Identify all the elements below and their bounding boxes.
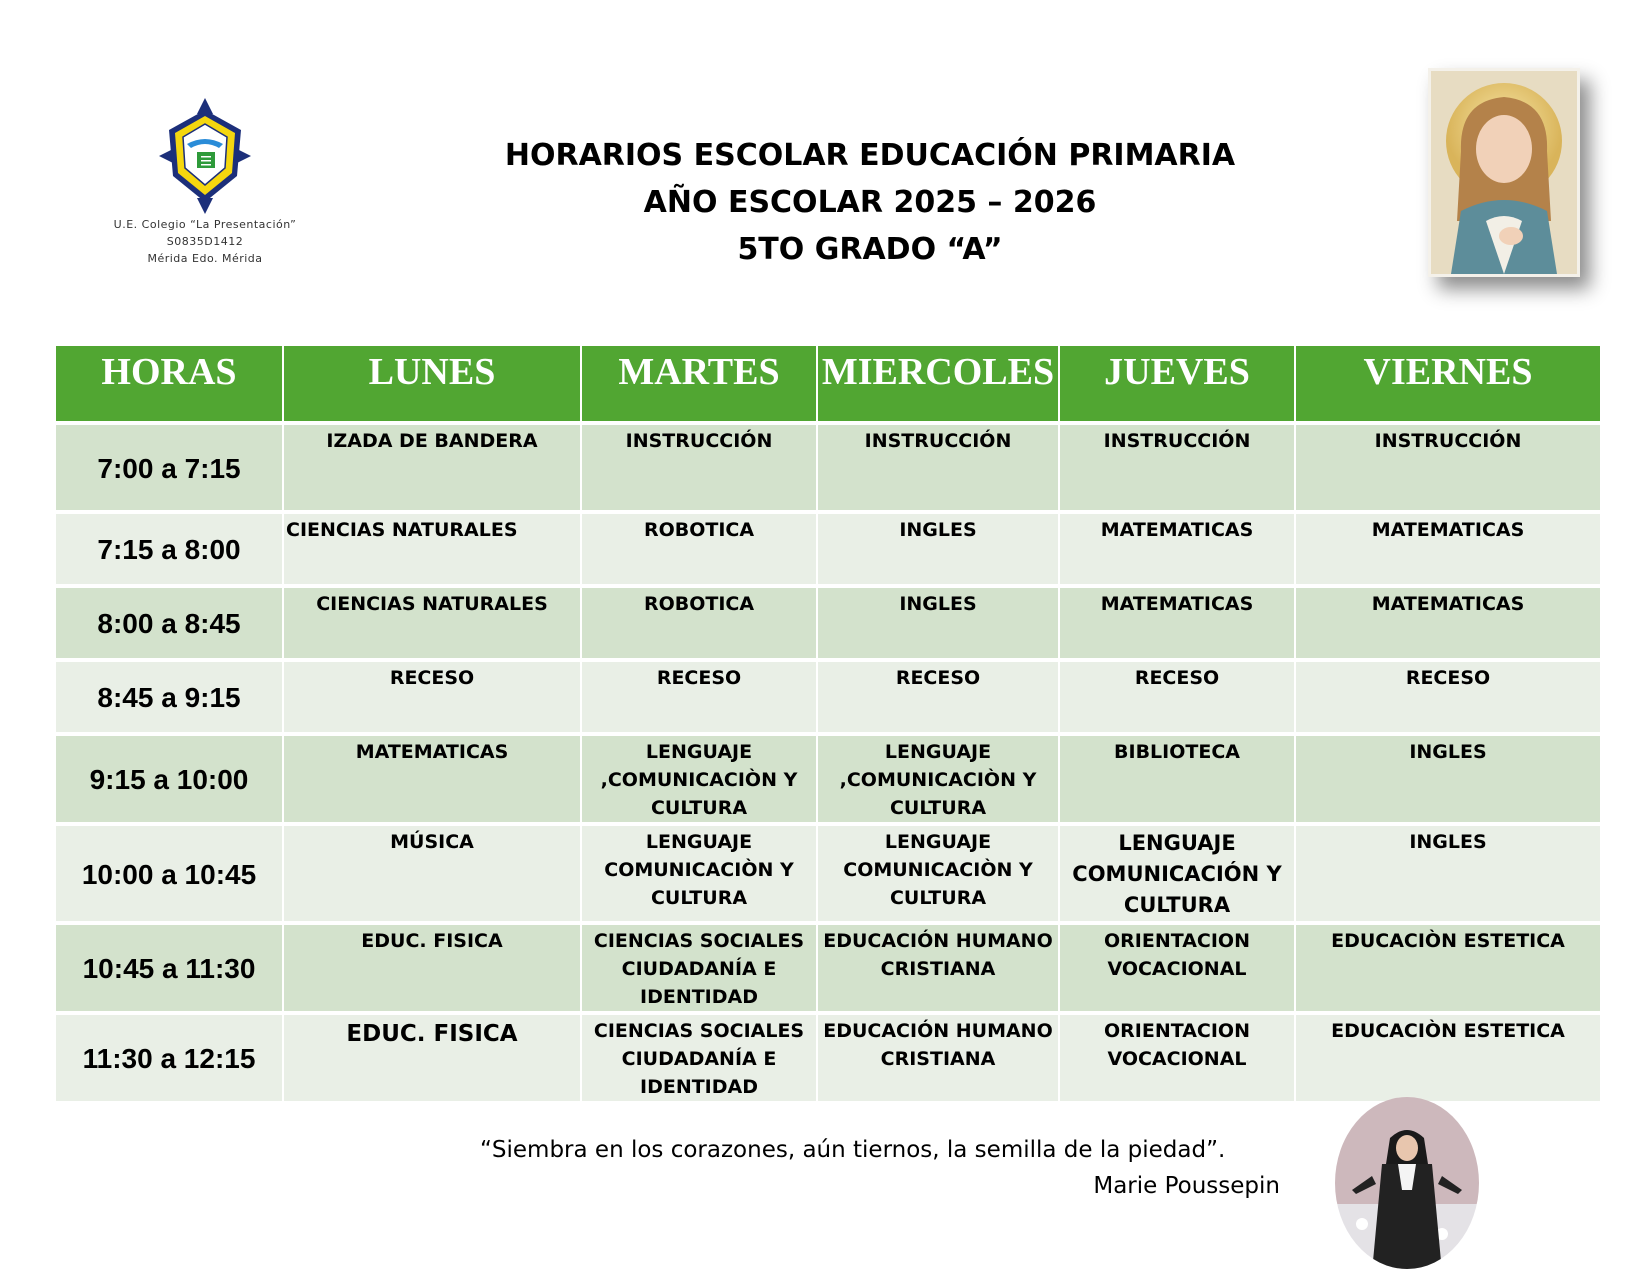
- founder-portrait-image: [1332, 1094, 1482, 1272]
- school-crest-icon: [157, 96, 253, 216]
- school-logo-block: [100, 96, 310, 267]
- schedule-row: [56, 732, 1600, 822]
- thursday-cell: ORIENTACION VOCACIONAL: [1060, 921, 1296, 1011]
- hour-cell: 10:45 a 11:30: [56, 921, 284, 1011]
- wednesday-cell: RECESO: [818, 658, 1060, 732]
- friday-cell: INGLES: [1296, 732, 1600, 822]
- school-code: S0835D1412: [166, 235, 244, 248]
- document-title-block: [420, 132, 1320, 273]
- hour-cell: 11:30 a 12:15: [56, 1011, 284, 1101]
- schedule-header-row: [56, 346, 1600, 421]
- header-monday: LUNES: [284, 346, 582, 421]
- schedule-row: [56, 822, 1600, 921]
- monday-cell: MÚSICA: [284, 822, 582, 921]
- tuesday-cell: ROBOTICA: [582, 584, 818, 658]
- tuesday-cell: RECESO: [582, 658, 818, 732]
- header-tuesday: MARTES: [582, 346, 818, 421]
- monday-cell: EDUC. FISICA: [284, 921, 582, 1011]
- tuesday-cell: INSTRUCCIÓN: [582, 421, 818, 510]
- schedule-row: [56, 421, 1600, 510]
- saint-portrait-image: [1428, 68, 1580, 277]
- founder-portrait-icon: [1332, 1094, 1482, 1272]
- hour-cell: 9:15 a 10:00: [56, 732, 284, 822]
- friday-cell: EDUCACIÒN ESTETICA: [1296, 1011, 1600, 1101]
- monday-cell: RECESO: [284, 658, 582, 732]
- schedule-row: [56, 510, 1600, 584]
- monday-cell: IZADA DE BANDERA: [284, 421, 582, 510]
- footer-quote: “Siembra en los corazones, aún tiernos, la semilla de la piedad”.: [480, 1137, 1226, 1163]
- monday-cell: MATEMATICAS: [284, 732, 582, 822]
- thursday-cell: RECESO: [1060, 658, 1296, 732]
- thursday-cell: BIBLIOTECA: [1060, 732, 1296, 822]
- schedule-row: [56, 921, 1600, 1011]
- schedule-table: [56, 346, 1600, 1101]
- header-hours: HORAS: [56, 346, 284, 421]
- monday-cell: CIENCIAS NATURALES: [284, 510, 582, 584]
- title-line-3: 5TO GRADO “A”: [737, 232, 1003, 267]
- tuesday-cell: LENGUAJE ,COMUNICACIÒN Y CULTURA: [582, 732, 818, 822]
- wednesday-cell: LENGUAJE ,COMUNICACIÒN Y CULTURA: [818, 732, 1060, 822]
- schedule-row: [56, 658, 1600, 732]
- schedule-row: [56, 1011, 1600, 1101]
- friday-cell: INSTRUCCIÓN: [1296, 421, 1600, 510]
- hour-cell: 8:45 a 9:15: [56, 658, 284, 732]
- hour-cell: 7:00 a 7:15: [56, 421, 284, 510]
- wednesday-cell: LENGUAJE COMUNICACIÒN Y CULTURA: [818, 822, 1060, 921]
- saint-portrait-icon: [1431, 71, 1577, 274]
- hour-cell: 8:00 a 8:45: [56, 584, 284, 658]
- friday-cell: MATEMATICAS: [1296, 510, 1600, 584]
- wednesday-cell: INGLES: [818, 584, 1060, 658]
- school-location: Mérida Edo. Mérida: [147, 252, 263, 265]
- tuesday-cell: LENGUAJE COMUNICACIÒN Y CULTURA: [582, 822, 818, 921]
- header-wednesday: MIERCOLES: [818, 346, 1060, 421]
- header-friday: VIERNES: [1296, 346, 1600, 421]
- wednesday-cell: EDUCACIÓN HUMANO CRISTIANA: [818, 1011, 1060, 1101]
- title-line-1: HORARIOS ESCOLAR EDUCACIÓN PRIMARIA: [504, 138, 1236, 173]
- thursday-cell: MATEMATICAS: [1060, 510, 1296, 584]
- schedule-row: [56, 584, 1600, 658]
- thursday-cell: MATEMATICAS: [1060, 584, 1296, 658]
- thursday-cell: LENGUAJE COMUNICACIÓN Y CULTURA: [1060, 822, 1296, 921]
- tuesday-cell: CIENCIAS SOCIALES CIUDADANÍA E IDENTIDAD: [582, 1011, 818, 1101]
- friday-cell: EDUCACIÒN ESTETICA: [1296, 921, 1600, 1011]
- wednesday-cell: INSTRUCCIÓN: [818, 421, 1060, 510]
- hour-cell: 7:15 a 8:00: [56, 510, 284, 584]
- monday-cell: EDUC. FISICA: [284, 1011, 582, 1101]
- friday-cell: MATEMATICAS: [1296, 584, 1600, 658]
- wednesday-cell: EDUCACIÓN HUMANO CRISTIANA: [818, 921, 1060, 1011]
- header-thursday: JUEVES: [1060, 346, 1296, 421]
- thursday-cell: ORIENTACION VOCACIONAL: [1060, 1011, 1296, 1101]
- quote-author: Marie Poussepin: [1093, 1173, 1280, 1199]
- school-name: U.E. Colegio “La Presentación”: [113, 218, 297, 231]
- title-line-2: AÑO ESCOLAR 2025 – 2026: [643, 185, 1097, 220]
- friday-cell: INGLES: [1296, 822, 1600, 921]
- monday-cell: CIENCIAS NATURALES: [284, 584, 582, 658]
- friday-cell: RECESO: [1296, 658, 1600, 732]
- tuesday-cell: CIENCIAS SOCIALES CIUDADANÍA E IDENTIDAD: [582, 921, 818, 1011]
- wednesday-cell: INGLES: [818, 510, 1060, 584]
- hour-cell: 10:00 a 10:45: [56, 822, 284, 921]
- tuesday-cell: ROBOTICA: [582, 510, 818, 584]
- thursday-cell: INSTRUCCIÓN: [1060, 421, 1296, 510]
